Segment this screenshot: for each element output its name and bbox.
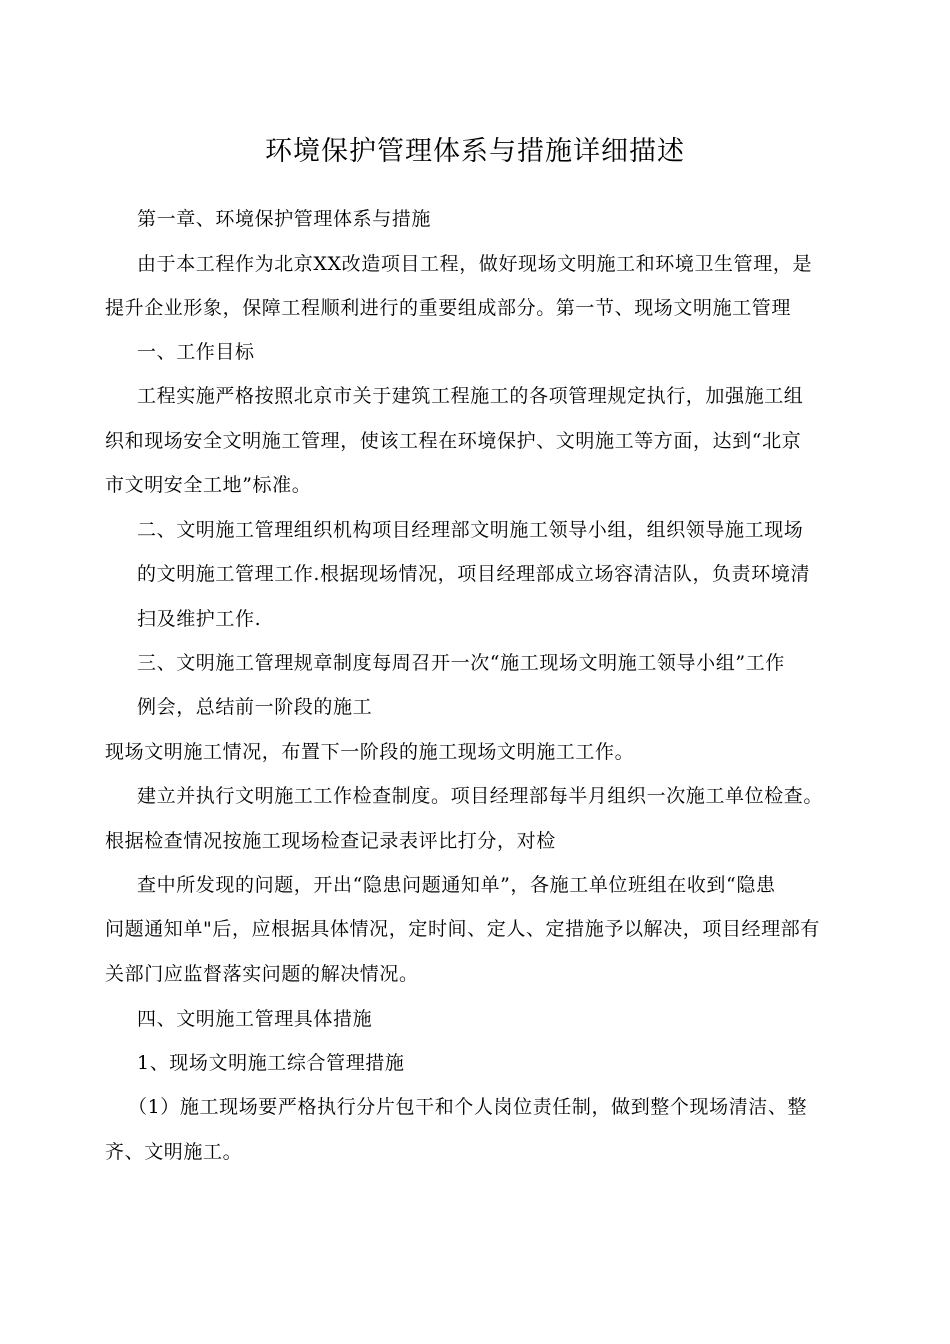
chapter-heading: 第一章、环境保护管理体系与措施 (137, 208, 432, 230)
paragraph-line: 齐、文明施工。 (105, 1141, 243, 1163)
paragraph-line: 市文明安全工地”标准。 (105, 474, 312, 496)
document-title: 环境保护管理体系与措施详细描述 (265, 136, 685, 167)
section-heading: 一、工作目标 (137, 341, 255, 363)
section-heading: 四、文明施工管理具体措施 (137, 1008, 373, 1030)
section-heading: 二、文明施工管理组织机构项目经理部文明施工领导小组，组织领导施工现场 (137, 519, 804, 541)
paragraph-line: 的文明施工管理工作.根据现场情况，项目经理部成立场容清洁队，负责环境清 (137, 563, 811, 585)
paragraph-line: 根据检查情况按施工现场检查记录表评比打分，对检 (105, 830, 556, 852)
paragraph-line: 扫及维护工作. (137, 608, 262, 630)
paragraph-line: 建立并执行文明施工工作检查制度。项目经理部每半月组织一次施工单位检查。 (137, 785, 824, 807)
paragraph-line: 织和现场安全文明施工管理，使该工程在环境保护、文明施工等方面，达到“北京 (105, 430, 802, 452)
paragraph-line: （1）施工现场要严格执行分片包干和个人岗位责任制，做到整个现场清洁、整 (128, 1096, 808, 1118)
paragraph-line: 提升企业形象，保障工程顺利进行的重要组成部分。第一节、现场文明施工管理 (105, 297, 792, 319)
paragraph-line: 例会，总结前一阶段的施工 (137, 696, 373, 718)
paragraph-line: 工程实施严格按照北京市关于建筑工程施工的各项管理规定执行，加强施工组 (137, 385, 804, 407)
paragraph-line: 由于本工程作为北京XX改造项目工程，做好现场文明施工和环境卫生管理，是 (137, 253, 813, 275)
paragraph-line: 关部门应监督落实问题的解决情况。 (105, 963, 419, 985)
paragraph-line: 问题通知单"后，应根据具体情况，定时间、定人、定措施予以解决，项目经理部有 (105, 918, 820, 940)
paragraph-line: 现场文明施工情况，布置下一阶段的施工现场文明施工工作。 (105, 741, 635, 763)
subsection-heading: 1、现场文明施工综合管理措施 (137, 1052, 405, 1074)
section-heading: 三、文明施工管理规章制度每周召开一次“施工现场文明施工领导小组”工作 (137, 652, 785, 674)
paragraph-line: 查中所发现的问题，开出“隐患问题通知单”，各施工单位班组在收到“隐患 (137, 874, 776, 896)
